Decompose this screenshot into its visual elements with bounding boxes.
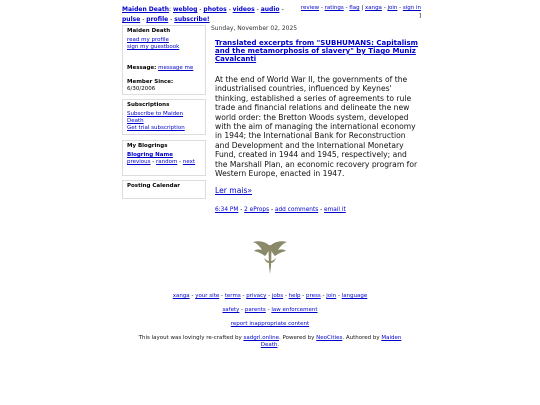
nav-weblog[interactable]: weblog (173, 6, 198, 13)
blogrings-box: My Blogrings Blogring Name previous - random - next (122, 140, 206, 176)
message-me-link[interactable]: message me (158, 65, 194, 71)
post-footer: 6:34 PM - 2 eProps - add comments - email it (215, 207, 346, 214)
winged-emblem-icon (250, 236, 290, 276)
page-footer (110, 293, 430, 349)
ratings-link[interactable]: ratings (324, 5, 344, 11)
footer-language-link[interactable]: language (341, 293, 368, 299)
site-name-link[interactable]: Maiden Death (122, 6, 170, 13)
footer-links-row2: safety - parents - law enforcement (222, 307, 318, 313)
post-title-link[interactable]: Translated excerpts from "SUBHUMANS: Capitalism and the metamorphosis of slavery" by Tiago Muniz Cavalcanti (215, 39, 418, 63)
sign-guestbook-link[interactable]: sign my guestbook (127, 44, 180, 50)
post-body: At the end of World War II, the governments of the industrialised countries, influenced by Keynes' thinking, established a series of agreements to rule trade and financial relations and delineate the new world order: the Bretton Woods system, developed with the aim of managing the international economy in 1944; the International Bank for Reconstruction and Development and the International Monetary Fund, created in 1944 and 1945, respectively; and the Marshall Plan, an economic recovery program for Western Europe, enacted in 1947. (215, 75, 418, 179)
join-link[interactable]: join (387, 5, 398, 11)
blogring-previous-link[interactable]: previous (127, 159, 151, 165)
report-inappropriate-link[interactable]: report inappropriate content (230, 321, 310, 327)
main-content (211, 25, 419, 214)
post-date: Sunday, November 02, 2025 (211, 25, 298, 32)
footer-jobs-link[interactable]: jobs (271, 293, 284, 299)
utility-links: review - ratings - flag | xanga - join - sign in ] (300, 5, 421, 19)
footer-your-site-link[interactable]: your site (195, 293, 220, 299)
xanga-link[interactable]: xanga (364, 5, 382, 11)
footer-report-row (110, 321, 430, 328)
member-since-value: 6/30/2006 (127, 86, 156, 92)
calendar-title: Posting Calendar (127, 183, 181, 189)
subscribe-link[interactable]: Subscribe to Maiden Death (127, 111, 184, 124)
member-since-label: Member Since: (127, 79, 174, 85)
nav-pulse[interactable]: pulse (122, 16, 141, 23)
sign-in-link[interactable]: sign in (402, 5, 421, 11)
credit-sadgrl-link[interactable]: sadgrl.online (243, 335, 280, 341)
posting-calendar-box (122, 180, 206, 199)
eprops-link[interactable]: 2 eProps (244, 207, 270, 214)
footer-press-link[interactable]: press (306, 293, 321, 299)
post-time-link[interactable]: 6:34 PM (215, 207, 239, 214)
layout-credit: This layout was lovingly re-crafted by sadgrl.online. Powered by NeoCities. Authored by Maiden Death. (138, 335, 402, 348)
profile-box (122, 25, 206, 95)
nav-videos[interactable]: videos (232, 6, 255, 13)
footer-links-row1: xanga - your site - terms - privacy - jobs - help - press - join - language (172, 293, 368, 299)
blogring-next-link[interactable]: next (182, 159, 196, 165)
trial-subscription-link[interactable]: Get trial subscription (127, 125, 185, 131)
nav-audio[interactable]: audio (260, 6, 280, 13)
subscriptions-box (122, 99, 206, 135)
add-comments-link[interactable]: add comments (274, 207, 319, 214)
read-more-link[interactable]: Ler mais» (215, 186, 253, 196)
nav-photos[interactable]: photos (203, 6, 227, 13)
footer-safety-link[interactable]: safety (222, 307, 240, 313)
footer-join-link[interactable]: join (326, 293, 337, 299)
message-label: Message: (127, 65, 157, 71)
footer-help-link[interactable]: help (288, 293, 301, 299)
read-profile-link[interactable]: read my profile (127, 37, 169, 43)
top-navigation: Maiden Death: weblog - photos - videos - audio - pulse - profile - subscribe! (122, 6, 284, 23)
footer-parents-link[interactable]: parents (244, 307, 266, 313)
flag-link[interactable]: flag (349, 5, 360, 11)
footer-privacy-link[interactable]: privacy (246, 293, 267, 299)
nav-subscribe[interactable]: subscribe! (174, 16, 210, 23)
profile-name: Maiden Death (127, 28, 171, 34)
blogrings-title: My Blogrings (127, 143, 168, 149)
footer-xanga-link[interactable]: xanga (172, 293, 190, 299)
footer-terms-link[interactable]: terms (224, 293, 241, 299)
subscriptions-title: Subscriptions (127, 102, 170, 108)
review-link[interactable]: review (300, 5, 320, 11)
nav-profile[interactable]: profile (146, 16, 169, 23)
blogring-name-link[interactable]: Blogring Name (127, 152, 173, 158)
email-it-link[interactable]: email it (324, 207, 346, 214)
credit-neocities-link[interactable]: NeoCities (316, 335, 343, 341)
blogring-random-link[interactable]: random (156, 159, 178, 165)
site-colon: : (169, 6, 172, 13)
footer-law-enforcement-link[interactable]: law enforcement (271, 307, 318, 313)
credit-author-link[interactable]: Maiden Death (260, 335, 402, 348)
